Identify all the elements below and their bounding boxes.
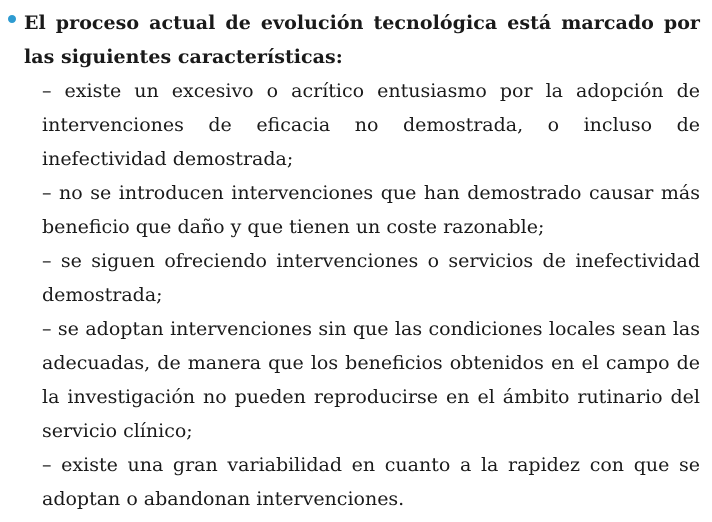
list-item: – se siguen ofreciendo intervenciones o servicios de inefectividad demostrada; (42, 250, 700, 306)
paragraph-heading: El proceso actual de evolución tecnológica está marcado por las siguientes características: (24, 12, 700, 68)
bullet-paragraph (8, 6, 700, 74)
list-item: – se adoptan intervenciones sin que las condiciones locales sean las adecuadas, de manera que los beneficios obtenidos en el campo de la investigación no pueden reproducirse en el ámbito rutinario del servicio clínico; (42, 318, 700, 442)
circle-bullet-icon (8, 15, 16, 23)
characteristics-list (8, 74, 700, 516)
list-item: – existe un excesivo o acrítico entusiasmo por la adopción de intervenciones de eficacia no demostrada, o incluso de inefectividad demostrada; (42, 80, 700, 170)
list-item: – existe una gran variabilidad en cuanto a la rapidez con que se adoptan o abandonan intervenciones. (42, 454, 700, 510)
list-item: – no se introducen intervenciones que han demostrado causar más beneficio que daño y que tienen un coste razonable; (42, 182, 700, 238)
